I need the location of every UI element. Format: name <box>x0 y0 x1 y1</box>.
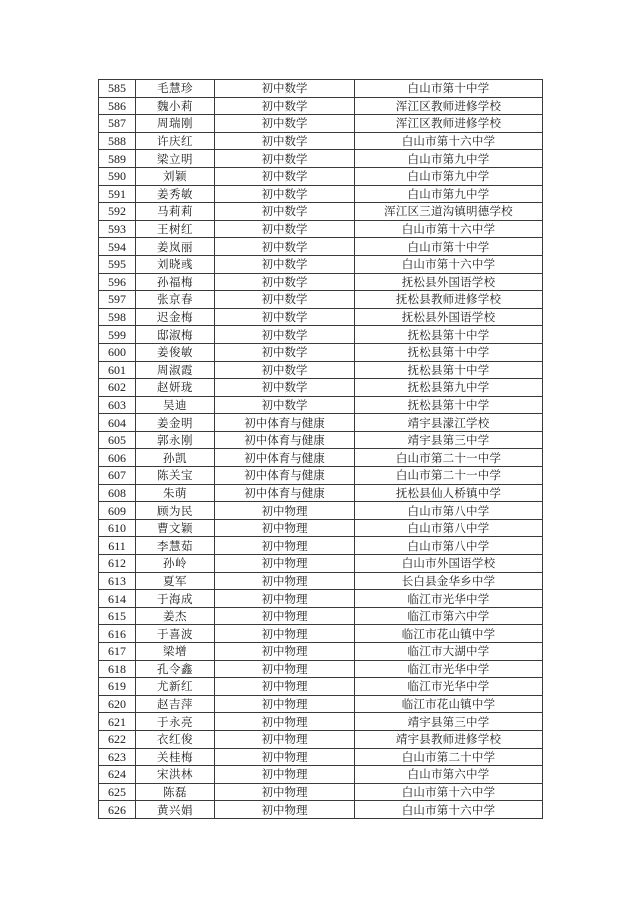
table-row <box>99 308 543 326</box>
subject-cell: 初中物理 <box>215 519 355 537</box>
subject-cell: 初中数学 <box>215 273 355 291</box>
school-cell: 抚松县第十中学 <box>355 361 543 379</box>
subject-cell: 初中数学 <box>215 379 355 397</box>
table-row <box>99 748 543 766</box>
teacher-name-cell: 陈关宝 <box>136 467 215 485</box>
row-number-cell: 591 <box>99 185 136 203</box>
school-cell: 白山市第十中学 <box>355 80 543 98</box>
school-cell: 白山市第十六中学 <box>355 801 543 819</box>
row-number-cell: 585 <box>99 80 136 98</box>
teacher-name-cell: 梁立明 <box>136 150 215 168</box>
table-row <box>99 730 543 748</box>
subject-cell: 初中数学 <box>215 255 355 273</box>
row-number-cell: 612 <box>99 555 136 573</box>
table-row <box>99 97 543 115</box>
teacher-name-cell: 吴迪 <box>136 396 215 414</box>
school-cell: 临江市花山镇中学 <box>355 625 543 643</box>
subject-cell: 初中数学 <box>215 150 355 168</box>
subject-cell: 初中数学 <box>215 396 355 414</box>
teacher-name-cell: 姜杰 <box>136 607 215 625</box>
table-row <box>99 519 543 537</box>
teacher-name-cell: 郭永刚 <box>136 431 215 449</box>
table-row <box>99 467 543 485</box>
table-row <box>99 766 543 784</box>
school-cell: 靖宇县濛江学校 <box>355 414 543 432</box>
school-cell: 靖宇县第三中学 <box>355 713 543 731</box>
table-row <box>99 660 543 678</box>
teacher-name-cell: 毛慧珍 <box>136 80 215 98</box>
table-row <box>99 326 543 344</box>
teacher-name-cell: 陈磊 <box>136 783 215 801</box>
table-row <box>99 713 543 731</box>
subject-cell: 初中数学 <box>215 291 355 309</box>
row-number-cell: 593 <box>99 220 136 238</box>
teacher-name-cell: 赵吉萍 <box>136 695 215 713</box>
teacher-name-cell: 姜俊敏 <box>136 343 215 361</box>
row-number-cell: 599 <box>99 326 136 344</box>
roster-body <box>99 80 543 819</box>
subject-cell: 初中物理 <box>215 625 355 643</box>
subject-cell: 初中物理 <box>215 730 355 748</box>
table-row <box>99 361 543 379</box>
subject-cell: 初中物理 <box>215 801 355 819</box>
table-row <box>99 80 543 98</box>
teacher-name-cell: 关桂梅 <box>136 748 215 766</box>
teacher-name-cell: 马莉莉 <box>136 203 215 221</box>
school-cell: 白山市第九中学 <box>355 167 543 185</box>
school-cell: 白山市第二十中学 <box>355 748 543 766</box>
school-cell: 浑江区教师进修学校 <box>355 97 543 115</box>
row-number-cell: 614 <box>99 590 136 608</box>
row-number-cell: 625 <box>99 783 136 801</box>
teacher-name-cell: 李慧茹 <box>136 537 215 555</box>
teacher-name-cell: 黄兴娟 <box>136 801 215 819</box>
school-cell: 白山市第二十一中学 <box>355 467 543 485</box>
teacher-roster-table <box>98 79 543 819</box>
table-row <box>99 150 543 168</box>
school-cell: 抚松县第十中学 <box>355 326 543 344</box>
row-number-cell: 607 <box>99 467 136 485</box>
table-row <box>99 678 543 696</box>
subject-cell: 初中物理 <box>215 660 355 678</box>
teacher-name-cell: 孔令鑫 <box>136 660 215 678</box>
row-number-cell: 587 <box>99 115 136 133</box>
subject-cell: 初中物理 <box>215 783 355 801</box>
row-number-cell: 600 <box>99 343 136 361</box>
school-cell: 临江市第六中学 <box>355 607 543 625</box>
subject-cell: 初中物理 <box>215 502 355 520</box>
table-row <box>99 607 543 625</box>
school-cell: 抚松县仙人桥镇中学 <box>355 484 543 502</box>
teacher-name-cell: 魏小莉 <box>136 97 215 115</box>
teacher-name-cell: 曹文颖 <box>136 519 215 537</box>
school-cell: 靖宇县第三中学 <box>355 431 543 449</box>
subject-cell: 初中数学 <box>215 97 355 115</box>
row-number-cell: 618 <box>99 660 136 678</box>
row-number-cell: 620 <box>99 695 136 713</box>
teacher-name-cell: 迟金梅 <box>136 308 215 326</box>
subject-cell: 初中物理 <box>215 555 355 573</box>
school-cell: 临江市大湖中学 <box>355 643 543 661</box>
school-cell: 白山市第十中学 <box>355 238 543 256</box>
school-cell: 抚松县教师进修学校 <box>355 291 543 309</box>
school-cell: 临江市光华中学 <box>355 590 543 608</box>
teacher-name-cell: 周瑞刚 <box>136 115 215 133</box>
school-cell: 浑江区教师进修学校 <box>355 115 543 133</box>
row-number-cell: 594 <box>99 238 136 256</box>
school-cell: 临江市光华中学 <box>355 678 543 696</box>
table-row <box>99 167 543 185</box>
teacher-name-cell: 邸淑梅 <box>136 326 215 344</box>
teacher-name-cell: 孙福梅 <box>136 273 215 291</box>
subject-cell: 初中数学 <box>215 220 355 238</box>
subject-cell: 初中数学 <box>215 308 355 326</box>
subject-cell: 初中数学 <box>215 132 355 150</box>
school-cell: 白山市第二十一中学 <box>355 449 543 467</box>
school-cell: 白山市第十六中学 <box>355 255 543 273</box>
subject-cell: 初中数学 <box>215 203 355 221</box>
table-row <box>99 343 543 361</box>
subject-cell: 初中物理 <box>215 766 355 784</box>
row-number-cell: 589 <box>99 150 136 168</box>
teacher-name-cell: 姜岚丽 <box>136 238 215 256</box>
school-cell: 靖宇县教师进修学校 <box>355 730 543 748</box>
row-number-cell: 602 <box>99 379 136 397</box>
teacher-name-cell: 于永亮 <box>136 713 215 731</box>
teacher-name-cell: 朱萌 <box>136 484 215 502</box>
school-cell: 临江市花山镇中学 <box>355 695 543 713</box>
table-row <box>99 555 543 573</box>
table-row <box>99 220 543 238</box>
teacher-name-cell: 衣红俊 <box>136 730 215 748</box>
school-cell: 白山市第十六中学 <box>355 220 543 238</box>
table-row <box>99 115 543 133</box>
row-number-cell: 626 <box>99 801 136 819</box>
subject-cell: 初中物理 <box>215 748 355 766</box>
table-row <box>99 203 543 221</box>
table-row <box>99 590 543 608</box>
teacher-name-cell: 周淑霞 <box>136 361 215 379</box>
school-cell: 白山市第十六中学 <box>355 132 543 150</box>
teacher-name-cell: 姜秀敏 <box>136 185 215 203</box>
subject-cell: 初中数学 <box>215 343 355 361</box>
row-number-cell: 621 <box>99 713 136 731</box>
school-cell: 抚松县外国语学校 <box>355 308 543 326</box>
subject-cell: 初中物理 <box>215 572 355 590</box>
teacher-name-cell: 姜金明 <box>136 414 215 432</box>
school-cell: 长白县金华乡中学 <box>355 572 543 590</box>
row-number-cell: 604 <box>99 414 136 432</box>
table-row <box>99 502 543 520</box>
teacher-name-cell: 刘晓彧 <box>136 255 215 273</box>
table-row <box>99 783 543 801</box>
teacher-name-cell: 赵妍珑 <box>136 379 215 397</box>
subject-cell: 初中数学 <box>215 185 355 203</box>
row-number-cell: 601 <box>99 361 136 379</box>
table-row <box>99 449 543 467</box>
table-row <box>99 431 543 449</box>
table-row <box>99 255 543 273</box>
teacher-name-cell: 宋洪林 <box>136 766 215 784</box>
table-row <box>99 643 543 661</box>
teacher-name-cell: 许庆红 <box>136 132 215 150</box>
subject-cell: 初中数学 <box>215 167 355 185</box>
subject-cell: 初中体育与健康 <box>215 467 355 485</box>
school-cell: 抚松县第十中学 <box>355 343 543 361</box>
school-cell: 抚松县第九中学 <box>355 379 543 397</box>
subject-cell: 初中物理 <box>215 607 355 625</box>
table-row <box>99 572 543 590</box>
row-number-cell: 608 <box>99 484 136 502</box>
subject-cell: 初中数学 <box>215 361 355 379</box>
row-number-cell: 588 <box>99 132 136 150</box>
table-row <box>99 801 543 819</box>
row-number-cell: 595 <box>99 255 136 273</box>
subject-cell: 初中体育与健康 <box>215 449 355 467</box>
row-number-cell: 609 <box>99 502 136 520</box>
school-cell: 白山市第八中学 <box>355 502 543 520</box>
subject-cell: 初中物理 <box>215 678 355 696</box>
row-number-cell: 596 <box>99 273 136 291</box>
table-row <box>99 414 543 432</box>
school-cell: 抚松县外国语学校 <box>355 273 543 291</box>
row-number-cell: 616 <box>99 625 136 643</box>
table-row <box>99 484 543 502</box>
row-number-cell: 606 <box>99 449 136 467</box>
school-cell: 白山市第九中学 <box>355 150 543 168</box>
table-row <box>99 132 543 150</box>
subject-cell: 初中数学 <box>215 115 355 133</box>
teacher-name-cell: 王树红 <box>136 220 215 238</box>
school-cell: 白山市外国语学校 <box>355 555 543 573</box>
teacher-name-cell: 孙岭 <box>136 555 215 573</box>
teacher-name-cell: 张京春 <box>136 291 215 309</box>
teacher-name-cell: 孙凯 <box>136 449 215 467</box>
subject-cell: 初中物理 <box>215 537 355 555</box>
subject-cell: 初中体育与健康 <box>215 484 355 502</box>
row-number-cell: 592 <box>99 203 136 221</box>
teacher-name-cell: 夏军 <box>136 572 215 590</box>
teacher-name-cell: 刘颖 <box>136 167 215 185</box>
school-cell: 临江市光华中学 <box>355 660 543 678</box>
table-row <box>99 185 543 203</box>
row-number-cell: 623 <box>99 748 136 766</box>
subject-cell: 初中物理 <box>215 695 355 713</box>
school-cell: 白山市第十六中学 <box>355 783 543 801</box>
school-cell: 抚松县第十中学 <box>355 396 543 414</box>
row-number-cell: 613 <box>99 572 136 590</box>
table-row <box>99 695 543 713</box>
teacher-name-cell: 梁增 <box>136 643 215 661</box>
table-row <box>99 537 543 555</box>
row-number-cell: 619 <box>99 678 136 696</box>
row-number-cell: 610 <box>99 519 136 537</box>
subject-cell: 初中体育与健康 <box>215 431 355 449</box>
subject-cell: 初中数学 <box>215 238 355 256</box>
row-number-cell: 617 <box>99 643 136 661</box>
school-cell: 白山市第八中学 <box>355 519 543 537</box>
school-cell: 白山市第九中学 <box>355 185 543 203</box>
row-number-cell: 597 <box>99 291 136 309</box>
teacher-name-cell: 于喜波 <box>136 625 215 643</box>
subject-cell: 初中数学 <box>215 80 355 98</box>
teacher-name-cell: 尤新红 <box>136 678 215 696</box>
subject-cell: 初中物理 <box>215 590 355 608</box>
row-number-cell: 624 <box>99 766 136 784</box>
school-cell: 浑江区三道沟镇明德学校 <box>355 203 543 221</box>
row-number-cell: 615 <box>99 607 136 625</box>
subject-cell: 初中物理 <box>215 713 355 731</box>
row-number-cell: 586 <box>99 97 136 115</box>
row-number-cell: 598 <box>99 308 136 326</box>
table-row <box>99 291 543 309</box>
table-row <box>99 238 543 256</box>
teacher-name-cell: 于海成 <box>136 590 215 608</box>
table-row <box>99 273 543 291</box>
table-row <box>99 396 543 414</box>
subject-cell: 初中数学 <box>215 326 355 344</box>
row-number-cell: 603 <box>99 396 136 414</box>
row-number-cell: 622 <box>99 730 136 748</box>
row-number-cell: 605 <box>99 431 136 449</box>
subject-cell: 初中物理 <box>215 643 355 661</box>
table-row <box>99 379 543 397</box>
row-number-cell: 590 <box>99 167 136 185</box>
table-row <box>99 625 543 643</box>
row-number-cell: 611 <box>99 537 136 555</box>
school-cell: 白山市第八中学 <box>355 537 543 555</box>
school-cell: 白山市第六中学 <box>355 766 543 784</box>
subject-cell: 初中体育与健康 <box>215 414 355 432</box>
teacher-name-cell: 顾为民 <box>136 502 215 520</box>
